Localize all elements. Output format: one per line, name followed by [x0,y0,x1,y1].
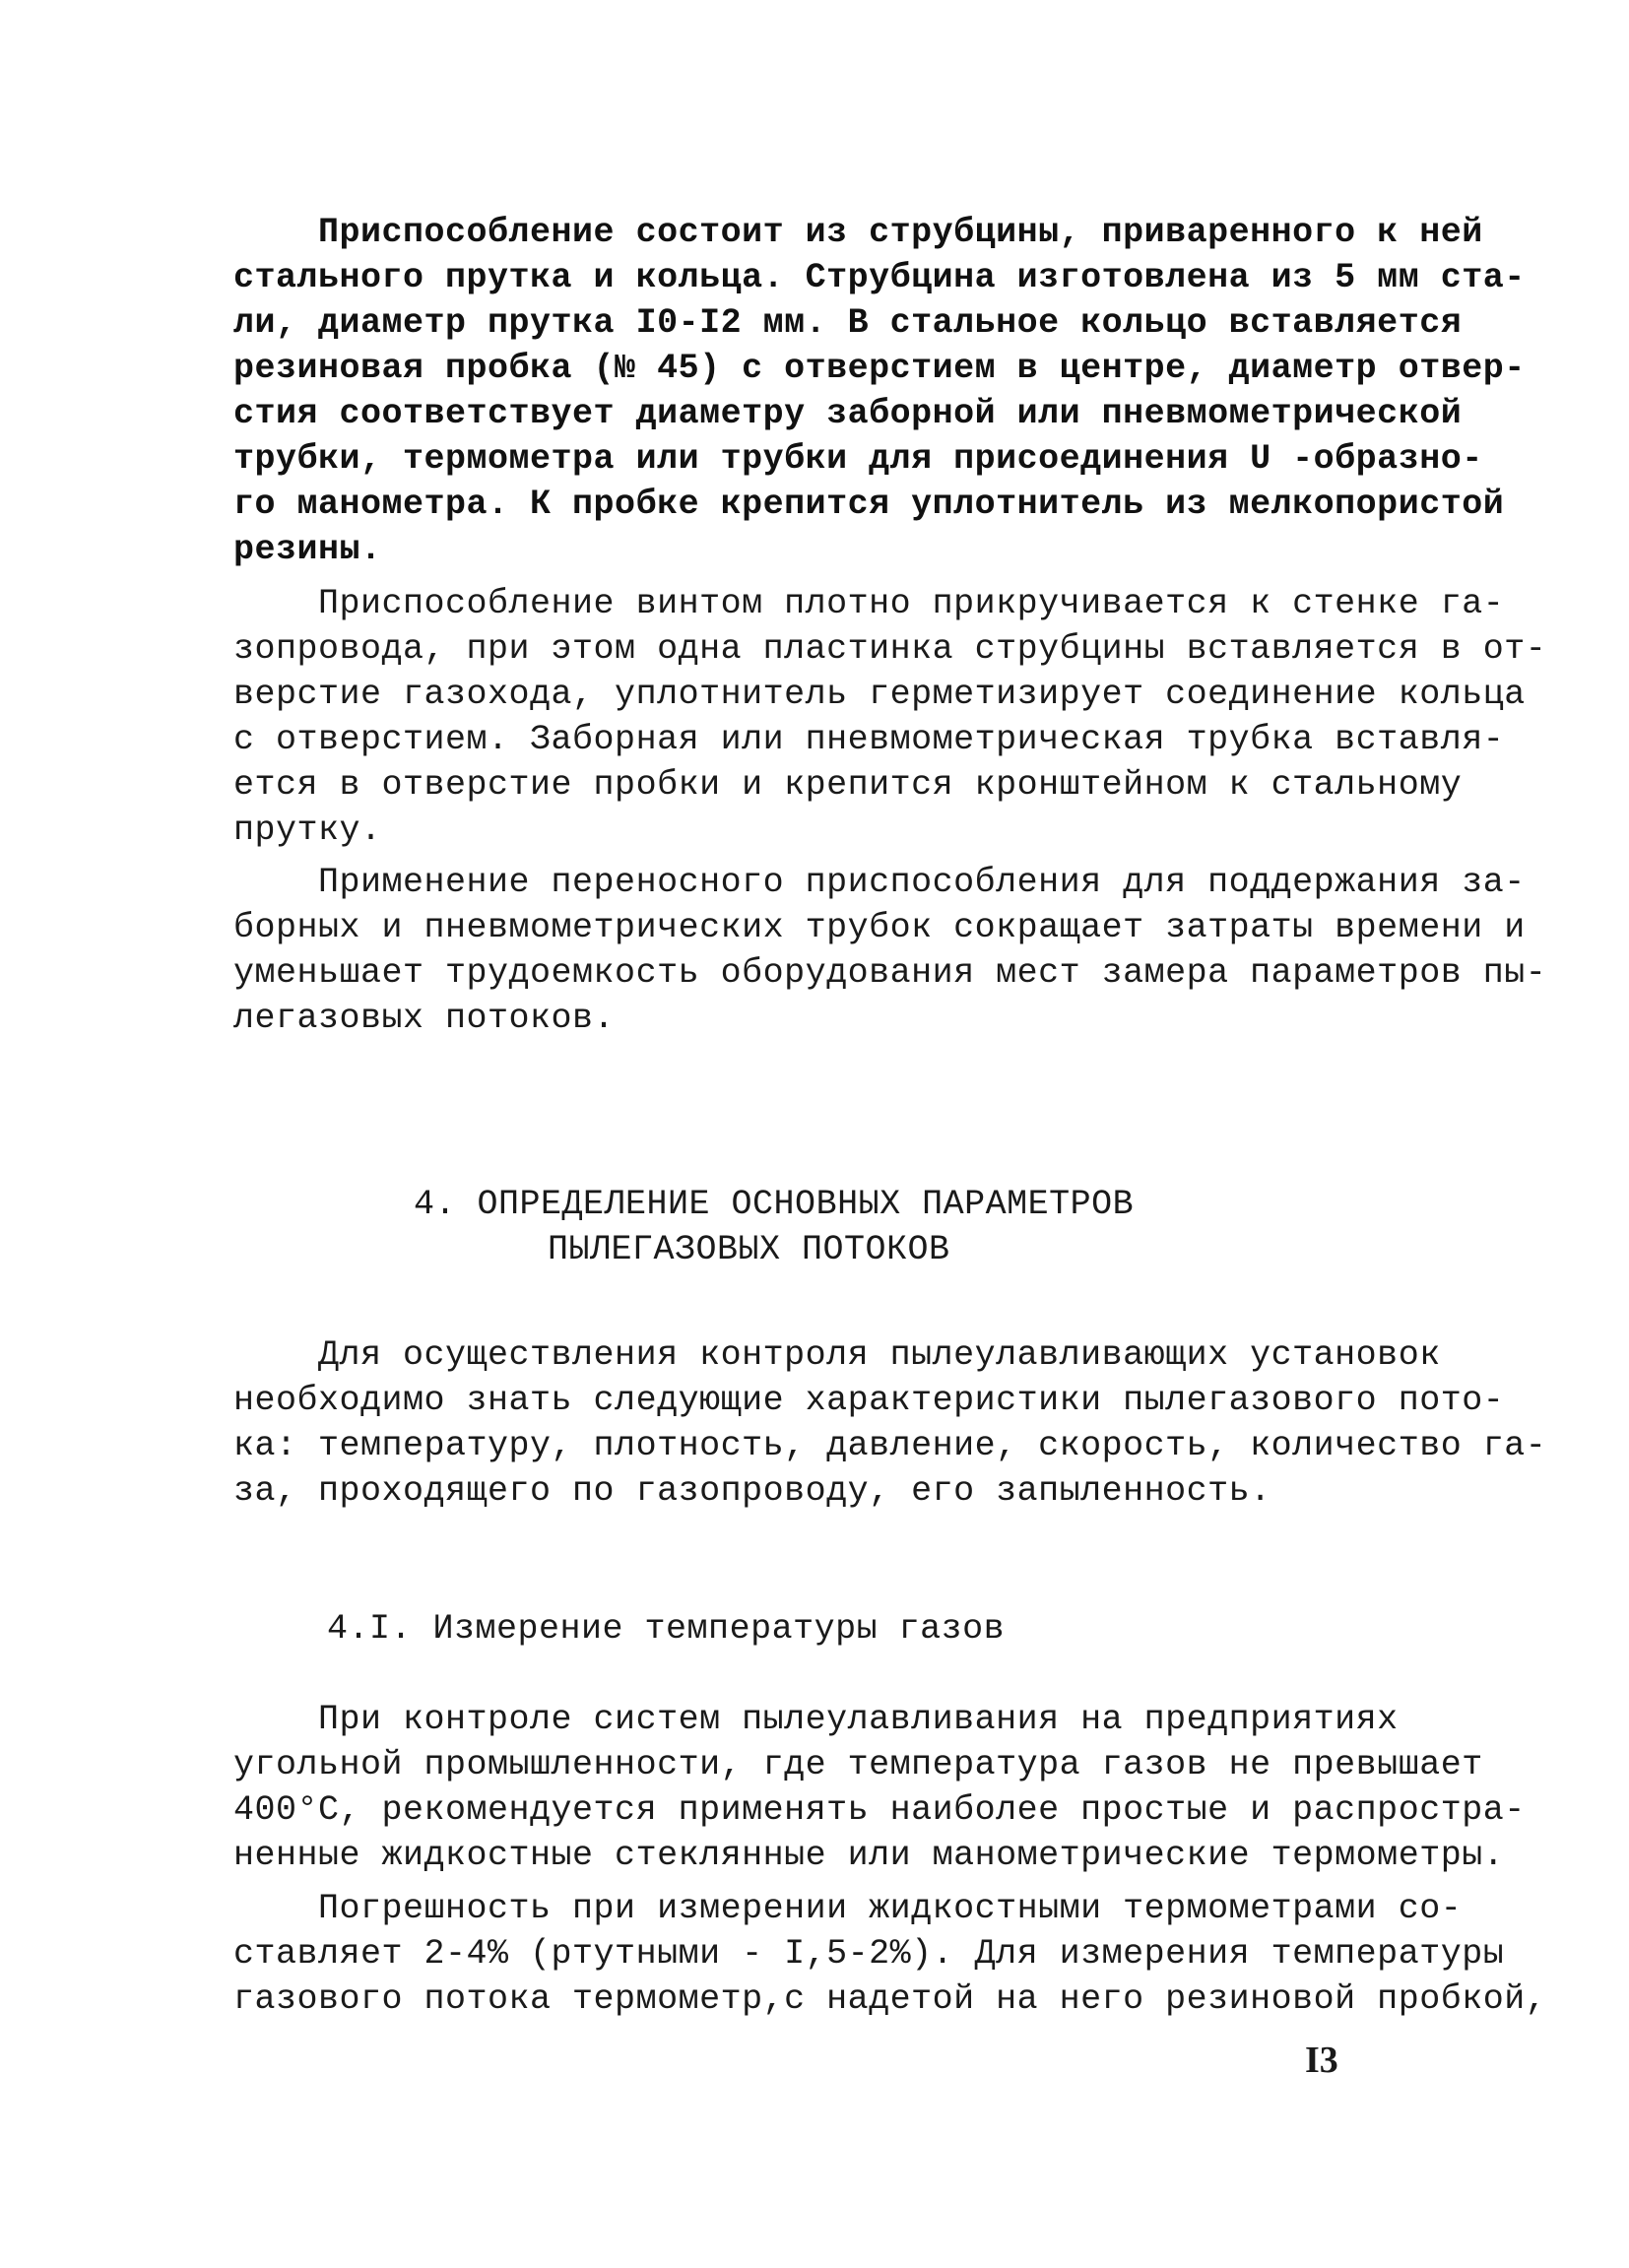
paragraph-1-line-6: трубки, термометра или трубки для присоединения U -образно- [233,439,1483,479]
paragraph-3-line-4: легазовых потоков. [233,999,616,1038]
paragraph-1-line-1: Приспособление состоит из струбцины, приваренного к ней [233,213,1483,252]
section-heading-line-2: ПЫЛЕГАЗОВЫХ ПОТОКОВ [548,1230,950,1269]
paragraph-3-line-1: Применение переносного приспособления для поддержания за- [233,863,1526,902]
section-heading-line-1: 4. ОПРЕДЕЛЕНИЕ ОСНОВНЫХ ПАРАМЕТРОВ [414,1185,1135,1224]
subsection-paragraph-2-line-3: газового потока термометр,с надетой на него резиновой пробкой, [233,1979,1547,2019]
paragraph-2-line-3: верстие газохода, уплотнитель герметизирует соединение кольца [233,675,1526,714]
subsection-paragraph-1-line-2: угольной промышленности, где температура газов не превышает [233,1745,1483,1784]
subsection-paragraph-2-line-2: ставляет 2-4% (ртутными - I,5-2%). Для измерения температуры [233,1934,1505,1974]
paragraph-1-line-2: стального прутка и кольца. Струбцина изготовлена из 5 мм ста- [233,258,1526,297]
intro-line-1: Для осуществления контроля пылеулавливающих установок [233,1335,1441,1375]
subsection-paragraph-2-line-1: Погрешность при измерении жидкостными термометрами со- [233,1889,1463,1928]
paragraph-2-line-6: прутку. [233,810,382,850]
paragraph-1-line-7: го манометра. К пробке крепится уплотнитель из мелкопористой [233,485,1505,524]
paragraph-1-line-5: стия соответствует диаметру заборной или пневмометрической [233,394,1463,433]
paragraph-2-line-1: Приспособление винтом плотно прикручивается к стенке га- [233,584,1505,623]
intro-line-3: ка: температуру, плотность, давление, скорость, количество га- [233,1426,1547,1465]
paragraph-2-line-2: зопровода, при этом одна пластинка струбцины вставляется в от- [233,629,1547,669]
paragraph-1-line-8: резины. [233,530,382,569]
subsection-heading: 4.I. Измерение температуры газов [327,1609,1006,1649]
subsection-paragraph-1-line-3: 400°С, рекомендуется применять наиболее простые и распростра- [233,1790,1526,1830]
page-number: I3 [1305,2040,1338,2081]
subsection-paragraph-1-line-1: При контроле систем пылеулавливания на предприятиях [233,1700,1399,1739]
paragraph-3-line-3: уменьшает трудоемкость оборудования мест замера параметров пы- [233,953,1547,993]
paragraph-3-line-2: борных и пневмометрических трубок сокращает затраты времени и [233,908,1526,947]
paragraph-1-line-3: ли, диаметр прутка I0-I2 мм. В стальное кольцо вставляется [233,303,1463,343]
subsection-paragraph-1-line-4: ненные жидкостные стеклянные или манометрические термометры. [233,1836,1505,1875]
intro-line-4: за, проходящего по газопроводу, его запыленность. [233,1471,1271,1511]
paragraph-2-line-4: с отверстием. Заборная или пневмометрическая трубка вставля- [233,720,1505,759]
paragraph-2-line-5: ется в отверстие пробки и крепится кронштейном к стальному [233,765,1463,805]
paragraph-1-line-4: резиновая пробка (№ 45) с отверстием в центре, диаметр отвер- [233,349,1526,388]
intro-line-2: необходимо знать следующие характеристики пылегазового пото- [233,1381,1505,1420]
